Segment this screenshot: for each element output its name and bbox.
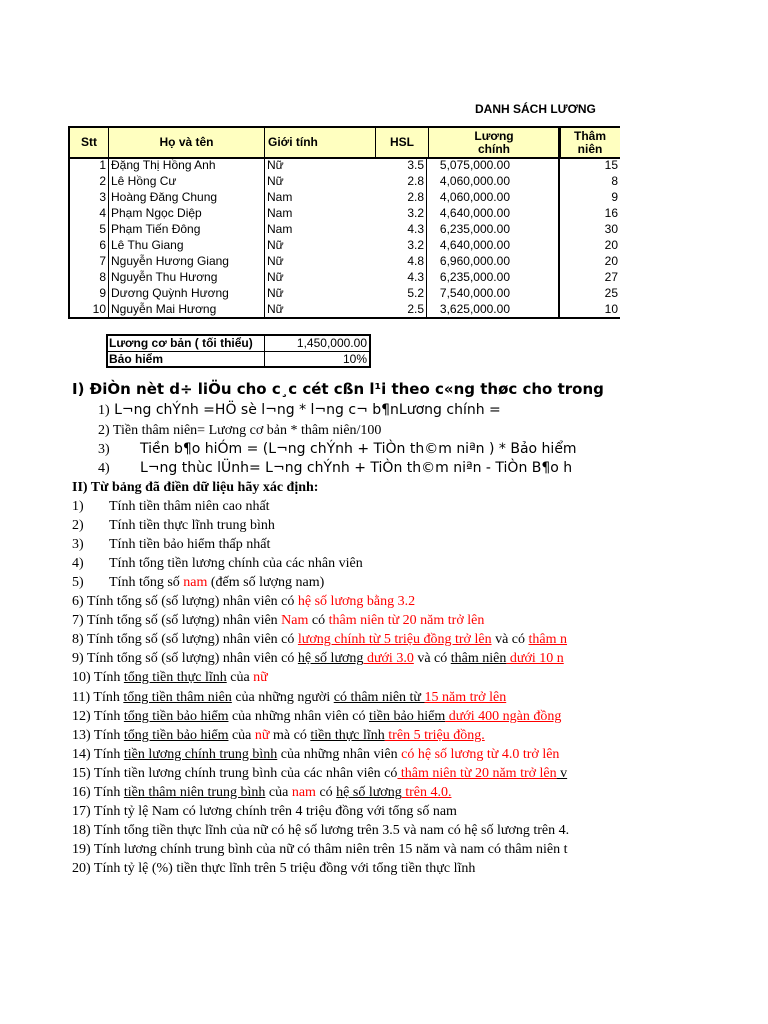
item-number: 7) bbox=[72, 613, 87, 628]
item-text: tổng tiền bảo hiểm bbox=[123, 728, 229, 743]
item-number: 9) bbox=[72, 651, 87, 666]
section2-heading: II) Từ bảng đã điền dữ liệu hãy xác định: bbox=[72, 480, 319, 495]
section2-item bbox=[72, 708, 561, 725]
section2-item bbox=[72, 746, 559, 763]
item-number: 13) bbox=[72, 728, 94, 743]
cell-salary: 3,625,000.00 bbox=[439, 302, 510, 316]
item-text: trên 5 triệu đồng. bbox=[384, 728, 485, 743]
cell-name: Nguyễn Mai Hương bbox=[111, 302, 217, 316]
section2-item bbox=[72, 593, 415, 610]
param-label: Lương cơ bản ( tối thiểu) bbox=[109, 336, 253, 350]
cell-hsl: 3.5 bbox=[407, 158, 424, 172]
cell-seniority: 9 bbox=[611, 190, 618, 204]
item-text: hệ số lương bbox=[336, 785, 402, 800]
item-text: và có bbox=[413, 651, 451, 666]
section2-item bbox=[72, 841, 568, 858]
param-value: 1,450,000.00 bbox=[296, 336, 367, 350]
cell-name: Phạm Tiến Đông bbox=[111, 222, 201, 236]
item-number: 10) bbox=[72, 670, 94, 685]
header-salary: Lương chính bbox=[474, 128, 514, 156]
item-text: của bbox=[228, 728, 255, 743]
item-number: 16) bbox=[72, 785, 94, 800]
cell-salary: 4,640,000.00 bbox=[439, 206, 510, 220]
header-seniority: Thâm niên bbox=[559, 128, 619, 157]
item-text: nam bbox=[291, 785, 316, 800]
cell-gender: Nam bbox=[267, 190, 293, 204]
cell-stt: 8 bbox=[99, 270, 106, 284]
section1-item bbox=[98, 402, 501, 419]
item-text: L¬ng chÝnh =HÖ sè l¬ng * l¬ng c¬ b¶n bbox=[109, 402, 399, 418]
item-number: 3) bbox=[72, 537, 84, 552]
section2-item bbox=[72, 727, 485, 744]
cell-salary: 5,075,000.00 bbox=[439, 158, 510, 172]
cell-seniority: 20 bbox=[604, 254, 618, 268]
item-text: tiền thực lĩnh bbox=[310, 728, 385, 743]
cell-gender: Nữ bbox=[267, 302, 284, 316]
item-text: Tính bbox=[93, 785, 124, 800]
item-text: Tính tổng tiền thực lĩnh của nữ có hệ số lương trên 3.5 và nam có hệ số lương trên 4. bbox=[93, 823, 570, 838]
item-text: Tính tổng tiền lương chính của các nhân viên bbox=[109, 556, 363, 571]
item-text: Tính bbox=[93, 690, 124, 705]
item-text: Nam bbox=[281, 613, 309, 628]
item-text: nữ bbox=[254, 728, 270, 743]
item-text: 15 năm trở lên bbox=[424, 690, 507, 705]
cell-stt: 10 bbox=[92, 302, 106, 316]
item-text: trên 4.0. bbox=[401, 785, 452, 800]
item-text: (đếm số lượng nam) bbox=[207, 575, 325, 590]
section2-item bbox=[72, 860, 475, 877]
cell-hsl: 4.3 bbox=[407, 270, 424, 284]
item-text: Tính tiền thực lĩnh trung bình bbox=[109, 518, 275, 533]
item-number: 4) bbox=[98, 461, 110, 476]
section2-item bbox=[72, 517, 275, 534]
cell-stt: 2 bbox=[99, 174, 106, 188]
cell-salary: 4,060,000.00 bbox=[439, 174, 510, 188]
cell-name: Lê Thu Giang bbox=[111, 238, 184, 252]
item-text: Tính tổng số (số lượng) nhân viên có bbox=[86, 651, 298, 666]
header-stt: Stt bbox=[70, 128, 109, 157]
cell-stt: 6 bbox=[99, 238, 106, 252]
item-text: Tính tỷ lệ Nam có lương chính trên 4 triệu đồng với tổng số nam bbox=[93, 804, 457, 819]
header-gender: Giới tính bbox=[268, 135, 318, 149]
table-row bbox=[70, 237, 620, 253]
cell-stt: 9 bbox=[99, 286, 106, 300]
cell-name: Phạm Ngọc Diệp bbox=[111, 206, 202, 220]
item-text: Tính tổng số (số lượng) nhân viên có bbox=[86, 632, 298, 647]
cell-hsl: 4.3 bbox=[407, 222, 424, 236]
cell-hsl: 5.2 bbox=[407, 286, 424, 300]
cell-salary: 7,540,000.00 bbox=[439, 286, 510, 300]
cell-seniority: 16 bbox=[604, 206, 618, 220]
header-hsl: HSL bbox=[375, 128, 429, 157]
item-text: thâm n bbox=[528, 632, 568, 647]
section1-heading: I) ĐiÒn nèt d÷ liÖu cho c¸c cét cßn l¹i theo c«ng thøc cho trong bbox=[72, 380, 604, 398]
item-text: có thâm niên từ bbox=[333, 690, 425, 705]
item-number: 6) bbox=[72, 594, 87, 609]
cell-seniority: 30 bbox=[604, 222, 618, 236]
cell-hsl: 3.2 bbox=[407, 206, 424, 220]
item-text: có bbox=[315, 785, 337, 800]
item-text: Tiền thâm niên= Lương cơ bản * thâm niên/100 bbox=[109, 423, 382, 438]
item-number: 18) bbox=[72, 823, 94, 838]
item-suffix: Lương chính = bbox=[398, 402, 501, 418]
table-row bbox=[70, 189, 620, 205]
item-text: Tính bbox=[93, 747, 124, 762]
item-text: tiền thâm niên trung bình bbox=[123, 785, 266, 800]
item-text: Tính tổng số (số lượng) nhân viên có bbox=[86, 594, 298, 609]
section2-item bbox=[72, 784, 451, 801]
section2-item bbox=[72, 650, 564, 667]
sheet-title: DANH SÁCH LƯƠNG bbox=[475, 102, 596, 116]
cell-gender: Nam bbox=[267, 222, 293, 236]
section2-item bbox=[72, 803, 457, 820]
item-text: Tính tiền lương chính trung bình của các nhân viên có bbox=[93, 766, 398, 781]
item-text: Tính bbox=[93, 709, 124, 724]
item-number: 14) bbox=[72, 747, 94, 762]
item-text: có hệ số lương từ 4.0 trở lên bbox=[401, 747, 560, 762]
param-value: 10% bbox=[342, 352, 367, 366]
cell-gender: Nữ bbox=[267, 174, 284, 188]
section2-item bbox=[72, 689, 506, 706]
item-number: 2) bbox=[98, 423, 110, 438]
item-number: 11) bbox=[72, 690, 94, 705]
item-text: Tính tổng số bbox=[109, 575, 184, 590]
item-text: của những nhân viên bbox=[277, 747, 402, 762]
section2-item bbox=[72, 631, 567, 648]
cell-salary: 6,235,000.00 bbox=[439, 270, 510, 284]
item-text: tổng tiền thực lĩnh bbox=[123, 670, 227, 685]
cell-seniority: 8 bbox=[611, 174, 618, 188]
item-text: nam bbox=[183, 575, 208, 590]
cell-salary: 6,235,000.00 bbox=[439, 222, 510, 236]
item-text: của những người bbox=[231, 690, 334, 705]
item-text: Tính tiền thâm niên cao nhất bbox=[109, 499, 270, 514]
cell-stt: 5 bbox=[99, 222, 106, 236]
item-text: thâm niên bbox=[450, 651, 507, 666]
param-row-insurance bbox=[108, 352, 369, 367]
item-text: L¬ng thùc lÜnh= L¬ng chÝnh + TiÒn th©m niªn - TiÒn B¶o h bbox=[140, 460, 573, 476]
section2-item bbox=[72, 612, 484, 629]
section2-item bbox=[72, 765, 567, 782]
item-text: mà có bbox=[269, 728, 311, 743]
item-text: Tính lương chính trung bình của nữ có thâm niên trên 15 năm và nam có thâm niên t bbox=[93, 842, 568, 857]
table-row bbox=[70, 301, 620, 317]
item-text: hệ số lương bằng 3.2 bbox=[297, 594, 416, 609]
item-number: 20) bbox=[72, 861, 94, 876]
item-number: 4) bbox=[72, 556, 84, 571]
item-text: Tiền b¶o hiÓm = (L¬ng chÝnh + TiÒn th©m niªn ) * Bảo hiểm bbox=[140, 441, 577, 457]
table-row bbox=[70, 269, 620, 285]
item-text: nữ bbox=[253, 670, 268, 685]
cell-hsl: 2.8 bbox=[407, 190, 424, 204]
item-number: 3) bbox=[98, 442, 110, 457]
item-text: Tính tỷ lệ (%) tiền thực lĩnh trên 5 triệu đồng với tổng tiền thực lĩnh bbox=[93, 861, 476, 876]
salary-table bbox=[68, 126, 620, 319]
item-number: 1) bbox=[72, 499, 84, 514]
cell-salary: 6,960,000.00 bbox=[439, 254, 510, 268]
cell-seniority: 20 bbox=[604, 238, 618, 252]
item-text: có bbox=[308, 613, 329, 628]
cell-salary: 4,640,000.00 bbox=[439, 238, 510, 252]
item-text: của bbox=[265, 785, 292, 800]
cell-seniority: 15 bbox=[604, 158, 618, 172]
cell-name: Hoàng Đăng Chung bbox=[111, 190, 218, 204]
parameters-table bbox=[106, 334, 371, 368]
section2-item bbox=[72, 498, 270, 515]
item-text: Tính bbox=[93, 728, 124, 743]
table-row bbox=[70, 253, 620, 269]
cell-stt: 7 bbox=[99, 254, 106, 268]
table-row bbox=[70, 173, 620, 189]
cell-seniority: 10 bbox=[604, 302, 618, 316]
section2-item bbox=[72, 822, 569, 839]
item-text: thâm niên từ 20 năm trở lên bbox=[328, 613, 485, 628]
cell-seniority: 25 bbox=[604, 286, 618, 300]
cell-stt: 3 bbox=[99, 190, 106, 204]
table-row bbox=[70, 157, 620, 173]
item-text: hệ số lương bbox=[297, 651, 364, 666]
section1-item bbox=[98, 422, 381, 439]
cell-name: Dương Quỳnh Hương bbox=[111, 286, 229, 300]
cell-hsl: 4.8 bbox=[407, 254, 424, 268]
item-text: Tính bbox=[93, 670, 124, 685]
param-label: Bảo hiểm bbox=[109, 352, 164, 366]
item-number: 19) bbox=[72, 842, 94, 857]
cell-name: Nguyễn Hương Giang bbox=[111, 254, 229, 268]
item-text: dưới 3.0 bbox=[363, 651, 414, 666]
item-text: của những nhân viên có bbox=[228, 709, 370, 724]
section2-item bbox=[72, 574, 324, 591]
item-text: tổng tiền bảo hiểm bbox=[123, 709, 229, 724]
item-number: 15) bbox=[72, 766, 94, 781]
cell-name: Lê Hồng Cư bbox=[111, 174, 177, 188]
item-text: dưới 400 ngàn đồng bbox=[445, 709, 562, 724]
cell-hsl: 2.5 bbox=[407, 302, 424, 316]
section2-item bbox=[72, 669, 268, 686]
item-number: 5) bbox=[72, 575, 84, 590]
item-number: 17) bbox=[72, 804, 94, 819]
cell-gender: Nữ bbox=[267, 254, 284, 268]
cell-stt: 1 bbox=[99, 158, 106, 172]
cell-hsl: 3.2 bbox=[407, 238, 424, 252]
table-row bbox=[70, 205, 620, 221]
cell-salary: 4,060,000.00 bbox=[439, 190, 510, 204]
section2-item bbox=[72, 536, 270, 553]
table-row bbox=[70, 221, 620, 237]
cell-gender: Nữ bbox=[267, 158, 284, 172]
cell-gender: Nam bbox=[267, 206, 293, 220]
item-text: tiền bảo hiểm bbox=[369, 709, 446, 724]
header-name: Họ và tên bbox=[109, 128, 265, 157]
cell-name: Nguyễn Thu Hương bbox=[111, 270, 218, 284]
item-text: tiền lương chính trung bình bbox=[123, 747, 278, 762]
item-text: và có bbox=[491, 632, 529, 647]
cell-seniority: 27 bbox=[604, 270, 618, 284]
item-text: v bbox=[556, 766, 568, 781]
cell-gender: Nữ bbox=[267, 270, 284, 284]
item-number: 8) bbox=[72, 632, 87, 647]
item-number: 1) bbox=[98, 403, 110, 418]
item-text: Tính tiền bảo hiểm thấp nhất bbox=[109, 537, 271, 552]
cell-gender: Nữ bbox=[267, 286, 284, 300]
section1-item bbox=[98, 460, 572, 477]
item-text: của bbox=[226, 670, 254, 685]
param-row-base-salary bbox=[108, 336, 369, 351]
item-text: Tính tổng số (số lượng) nhân viên bbox=[86, 613, 282, 628]
table-row bbox=[70, 285, 620, 301]
section2-item bbox=[72, 555, 363, 572]
cell-gender: Nữ bbox=[267, 238, 284, 252]
cell-stt: 4 bbox=[99, 206, 106, 220]
item-text: tổng tiền thâm niên bbox=[123, 690, 232, 705]
item-text: dưới 10 n bbox=[506, 651, 564, 666]
table-header bbox=[70, 128, 620, 159]
cell-hsl: 2.8 bbox=[407, 174, 424, 188]
item-text: lương chính từ 5 triệu đồng trở lên bbox=[297, 632, 492, 647]
item-number: 2) bbox=[72, 518, 84, 533]
item-number: 12) bbox=[72, 709, 94, 724]
item-text: thâm niên từ 20 năm trở lên bbox=[397, 766, 557, 781]
section1-item bbox=[98, 441, 577, 458]
cell-name: Đặng Thị Hồng Anh bbox=[111, 158, 216, 172]
